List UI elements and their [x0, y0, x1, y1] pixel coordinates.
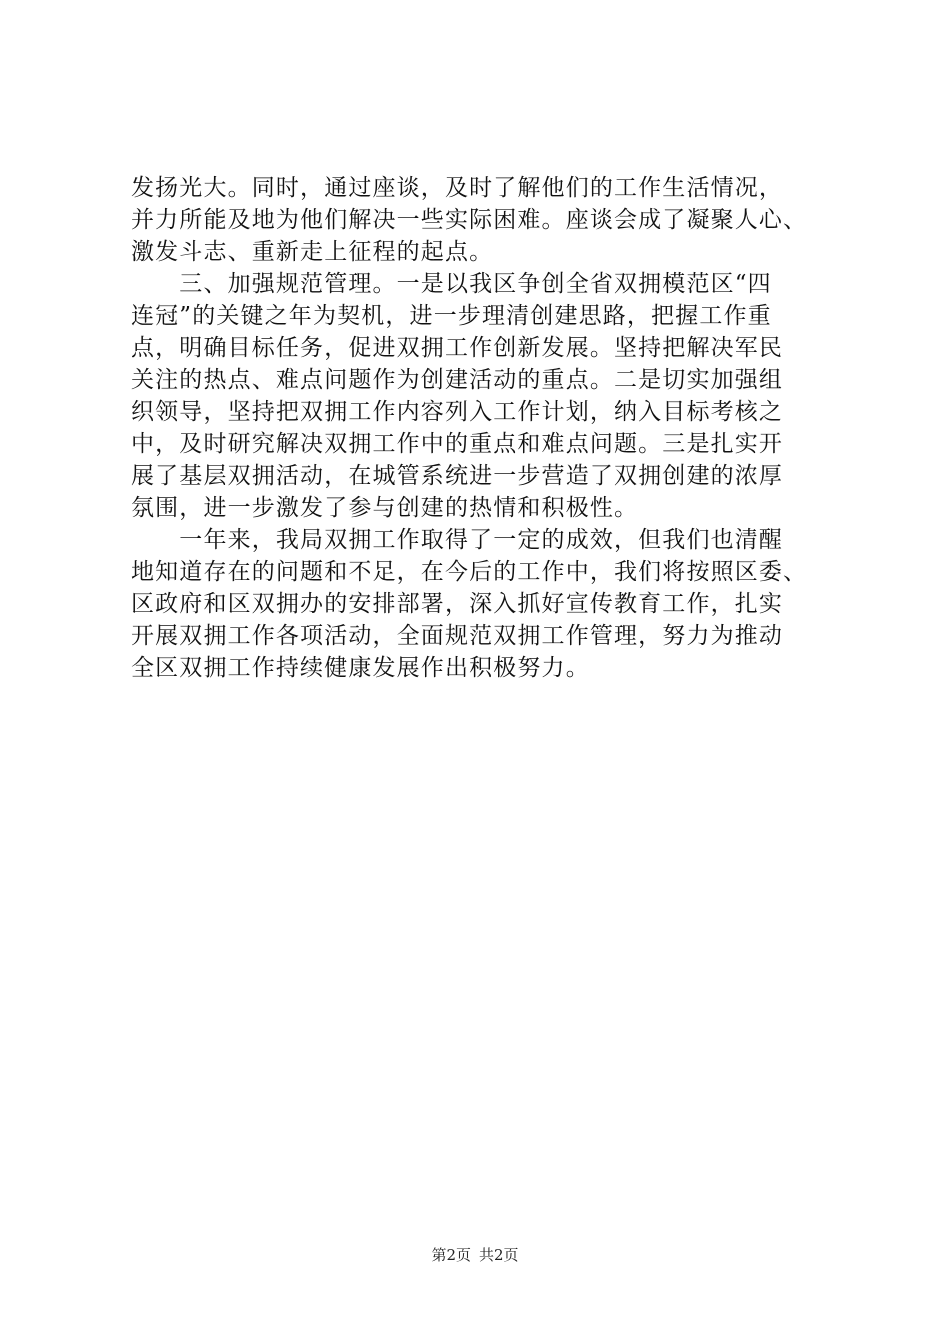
text-line: 氛围，进一步激发了参与创建的热情和积极性。 [131, 495, 639, 521]
page-footer [0, 1244, 950, 1266]
text-line: 并力所能及地为他们解决一些实际困难。座谈会成了凝聚人心、 [131, 207, 808, 233]
text-line: 区政府和区双拥办的安排部署，深入抓好宣传教育工作，扎实 [131, 591, 784, 617]
text-line: 发扬光大。同时，通过座谈，及时了解他们的工作生活情况， [131, 175, 784, 201]
text-line: 点，明确目标任务，促进双拥工作创新发展。坚持把解决军民 [131, 335, 784, 361]
text-line: 全区双拥工作持续健康发展作出积极努力。 [131, 655, 590, 681]
text-line: 织领导，坚持把双拥工作内容列入工作计划，纳入目标考核之 [131, 399, 784, 425]
text-line: 开展双拥工作各项活动，全面规范双拥工作管理，努力为推动 [131, 623, 784, 649]
text-line: 关注的热点、难点问题作为创建活动的重点。二是切实加强组 [131, 367, 784, 393]
page-number-current: 第2页 [431, 1246, 471, 1264]
page-number-total: 共2页 [479, 1246, 519, 1264]
text-line: 连冠”的关键之年为契机，进一步理清创建思路，把握工作重 [131, 303, 772, 329]
document-body [131, 172, 851, 684]
text-line: 展了基层双拥活动，在城管系统进一步营造了双拥创建的浓厚 [131, 463, 784, 489]
text-line: 一年来，我局双拥工作取得了一定的成效，但我们也清醒 [131, 527, 784, 553]
text-line: 三、加强规范管理。一是以我区争创全省双拥模范区“四 [131, 271, 772, 297]
text-line: 中，及时研究解决双拥工作中的重点和难点问题。三是扎实开 [131, 431, 784, 457]
text-line: 地知道存在的问题和不足，在今后的工作中，我们将按照区委、 [131, 559, 808, 585]
text-line: 激发斗志、重新走上征程的起点。 [131, 239, 494, 265]
